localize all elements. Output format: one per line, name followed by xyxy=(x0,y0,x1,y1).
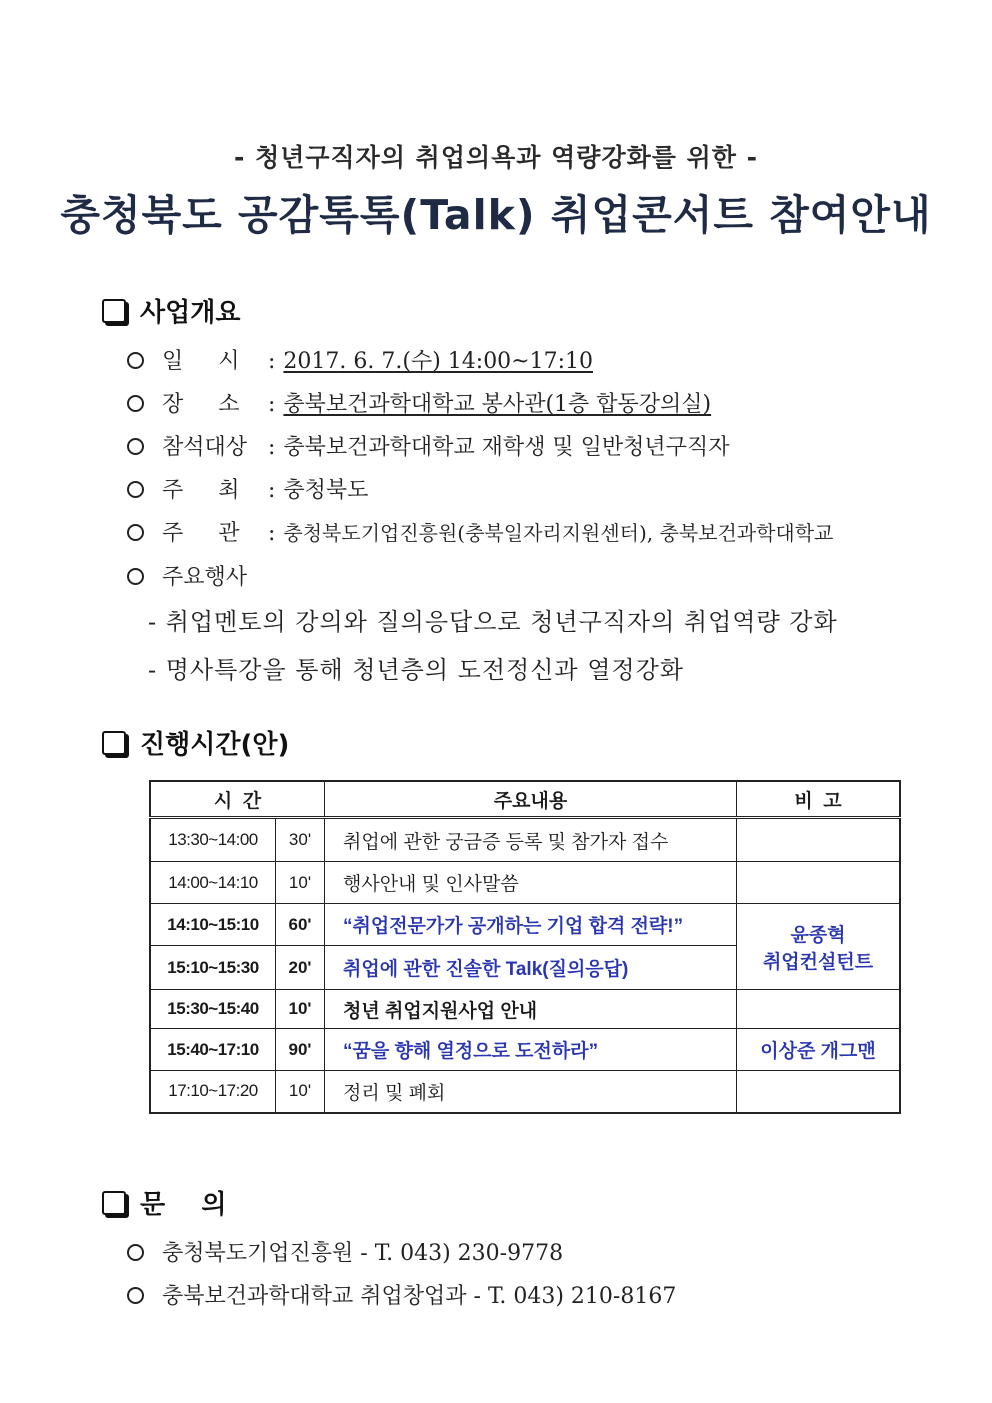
item-label: 주 관 xyxy=(162,521,240,546)
item-label: 일 시 xyxy=(162,349,240,374)
column-header-note: 비 고 xyxy=(737,781,901,818)
table-row xyxy=(150,862,900,904)
row-content: “꿈을 향해 열정으로 도전하라” xyxy=(325,1029,737,1071)
schedule-table xyxy=(149,780,901,1114)
table-row xyxy=(150,818,900,862)
row-minutes: 10' xyxy=(276,1071,325,1113)
overview-item-place xyxy=(127,387,711,418)
column-header-content: 주요내용 xyxy=(325,781,737,818)
row-time: 17:10~17:20 xyxy=(150,1071,276,1113)
event-line-1: - 취업멘토의 강의와 질의응답으로 청년구직자의 취업역량 강화 xyxy=(148,608,838,636)
checkbox-square-icon xyxy=(102,1191,126,1215)
row-minutes: 30' xyxy=(276,818,325,862)
inquiry-text: 충북보건과학대학교 취업창업과 - T. 043) 210-8167 xyxy=(162,1284,677,1309)
overview-item-host xyxy=(127,473,368,504)
row-minutes: 10' xyxy=(276,990,325,1029)
row-content: “취업전문가가 공개하는 기업 합격 전략!” xyxy=(325,904,737,946)
circle-bullet-icon xyxy=(127,1287,144,1304)
row-time: 13:30~14:00 xyxy=(150,818,276,862)
row-time: 14:10~15:10 xyxy=(150,904,276,946)
speaker1-name: 윤종혁 xyxy=(790,924,846,946)
document-title: 충청북도 공감톡톡(Talk) 취업콘서트 참여안내 xyxy=(60,191,932,239)
item-colon: : xyxy=(268,349,276,374)
section-inquiry-label: 문 의 xyxy=(140,1190,227,1220)
item-label: 주 최 xyxy=(162,478,240,503)
row-note-speaker1 xyxy=(737,904,901,990)
overview-item-organizer xyxy=(127,516,833,547)
section-inquiry-heading xyxy=(102,1184,226,1221)
document-subtitle: - 청년구직자의 취업의욕과 역량강화를 위한 - xyxy=(234,143,758,172)
circle-bullet-icon xyxy=(127,352,144,369)
item-label: 주요행사 xyxy=(162,565,248,590)
circle-bullet-icon xyxy=(127,524,144,541)
section-schedule-heading xyxy=(102,724,289,761)
overview-item-events xyxy=(127,560,247,591)
row-time: 15:40~17:10 xyxy=(150,1029,276,1071)
item-colon: : xyxy=(268,521,276,546)
circle-bullet-icon xyxy=(127,395,144,412)
circle-bullet-icon xyxy=(127,568,144,585)
section-overview-label: 사업개요 xyxy=(140,298,241,328)
circle-bullet-icon xyxy=(127,1244,144,1261)
item-value: 충북보건과학대학교 재학생 및 일반청년구직자 xyxy=(283,435,730,460)
section-schedule-label: 진행시간(안) xyxy=(140,730,290,760)
circle-bullet-icon xyxy=(127,481,144,498)
speaker1-title: 취업컨설턴트 xyxy=(762,951,874,973)
row-time: 14:00~14:10 xyxy=(150,862,276,904)
circle-bullet-icon xyxy=(127,438,144,455)
row-content: 행사안내 및 인사말씀 xyxy=(325,862,737,904)
item-value: 2017. 6. 7.(수) 14:00~17:10 xyxy=(283,349,594,374)
table-row xyxy=(150,1029,900,1071)
row-minutes: 10' xyxy=(276,862,325,904)
section-overview-heading xyxy=(102,292,240,329)
row-content: 취업에 관한 진솔한 Talk(질의응답) xyxy=(325,946,737,990)
row-minutes: 90' xyxy=(276,1029,325,1071)
row-note-speaker2: 이상준 개그맨 xyxy=(737,1029,901,1071)
table-row xyxy=(150,1071,900,1113)
row-content: 정리 및 폐회 xyxy=(325,1071,737,1113)
row-minutes: 20' xyxy=(276,946,325,990)
item-value: 충청북도기업진흥원(충북일자리지원센터), 충북보건과학대학교 xyxy=(283,521,834,545)
table-row xyxy=(150,904,900,946)
inquiry-text: 충청북도기업진흥원 - T. 043) 230-9778 xyxy=(162,1241,564,1266)
item-colon: : xyxy=(268,392,276,417)
row-content: 취업에 관한 궁금증 등록 및 참가자 접수 xyxy=(325,818,737,862)
checkbox-square-icon xyxy=(102,299,126,323)
row-note xyxy=(737,818,901,862)
row-time: 15:10~15:30 xyxy=(150,946,276,990)
checkbox-square-icon xyxy=(102,731,126,755)
row-note xyxy=(737,990,901,1029)
item-label: 장 소 xyxy=(162,392,240,417)
table-row xyxy=(150,990,900,1029)
row-minutes: 60' xyxy=(276,904,325,946)
item-colon: : xyxy=(268,435,276,460)
inquiry-item xyxy=(127,1279,676,1310)
overview-item-date xyxy=(127,344,593,375)
item-value: 충북보건과학대학교 봉사관(1층 합동강의실) xyxy=(283,392,712,417)
overview-item-attendees xyxy=(127,430,729,461)
row-time: 15:30~15:40 xyxy=(150,990,276,1029)
row-content: 청년 취업지원사업 안내 xyxy=(325,990,737,1029)
column-header-time: 시 간 xyxy=(150,781,325,818)
item-label: 참석대상 xyxy=(162,435,248,460)
inquiry-item xyxy=(127,1236,563,1267)
item-colon: : xyxy=(268,478,276,503)
event-line-2: - 명사특강을 통해 청년층의 도전정신과 열정강화 xyxy=(148,656,684,684)
row-note xyxy=(737,1071,901,1113)
item-value: 충청북도 xyxy=(283,478,369,503)
row-note xyxy=(737,862,901,904)
